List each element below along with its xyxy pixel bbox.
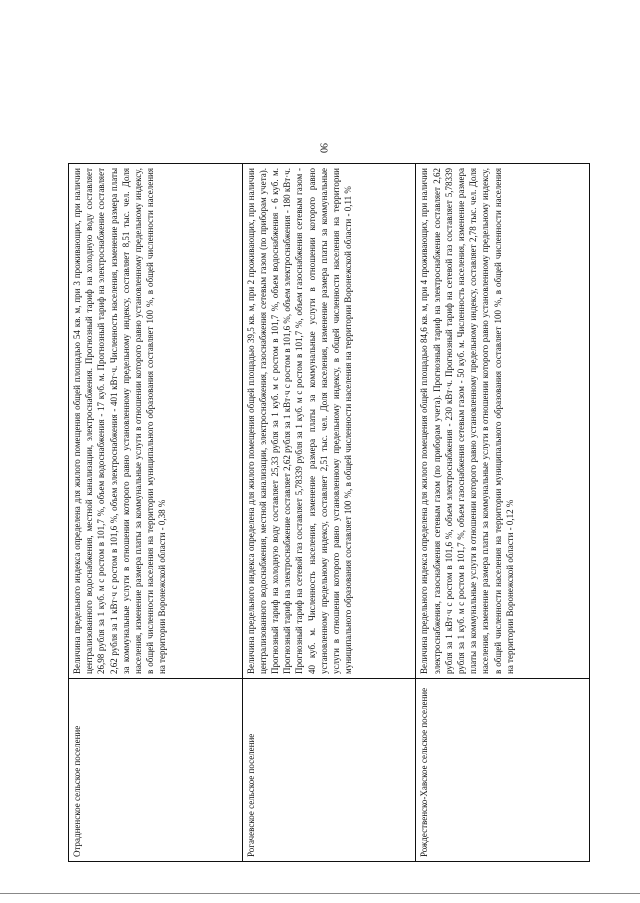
settlement-name-cell: Отрадненское сельское поселение bbox=[69, 678, 242, 861]
tariff-index-table bbox=[68, 163, 590, 862]
index-description-cell: Величина предельного индекса определена для жилого помещения общей площадью 84,6 кв. м, при 4 проживающих, при наличии электроснабжения, газоснабжения сетевым газом (по приборам учета). Прогнозный тариф на электроснабжение составляет 2,62 рубля за 1 кВт·ч с ростом в 101,6 %, объем электроснабжения - 230 кВт·ч. Прогнозный тариф на сетевой газ составляет 5,78339 рубля за 1 куб. м с ростом в 101,7 %, объем газоснабжения сетевым газом - 50 куб. м. Численность населения, изменение размера платы за коммунальные услуги в отношении которого равно установленному предельному индексу, составляет 2,78 тыс. чел. Доля населения, изменение размера платы за коммунальные услуги в отношении которого равно установленному предельному индексу, в общей численности населения на территории муниципального образования составляет 100 %, в общей численности населения на территории Воронежской области - 0,12 % bbox=[419, 168, 515, 674]
settlement-name-cell: Рогачевское сельское поселение bbox=[243, 678, 416, 861]
index-description-cell: Величина предельного индекса определена для жилого помещения общей площадью 39,5 кв. м, при 2 проживающих, при наличии централизованного водоснабжения, местной канализации, электроснабжения, газоснабжения сетевым газом (по приборам учета). Прогнозный тариф на холодную воду составляет 25,33 рубля за 1 куб. м с ростом в 101,7 %, объем водоснабжения - 6 куб. м. Прогнозный тариф на электроснабжение составляет 2,62 рубля за 1 кВт·ч с ростом в 101,6 %, объем электроснабжения - 180 кВт·ч. Прогнозный тариф на сетевой газ составляет 5,78339 рубля за 1 куб. м с ростом в 101,7 %, объем газоснабжения сетевым газом - 40 куб. м. Численность населения, изменение размера платы за коммунальные услуги в отношении которого равно установленному предельному индексу, составляет 2,51 тыс. чел. Доля населения, изменение размера платы за коммунальные услуги в отношении которого равно установленному предельному индексу, в общей численности населения на территории муниципального образования составляет 100 %, в общей численности населения на территории Воронежской области - 0,11 % bbox=[245, 168, 354, 674]
table-row bbox=[242, 164, 416, 861]
table-row bbox=[415, 164, 589, 861]
page-number: 90 bbox=[317, 143, 329, 153]
table-row bbox=[69, 164, 242, 861]
settlement-name-cell: Рождественско-Хавское сельское поселение bbox=[416, 678, 589, 861]
index-description-cell: Величина предельного индекса определена для жилого помещения общей площадью 54 кв. м, при 3 проживающих, при наличии централизованного водоснабжения, местной канализации, электроснабжения. Прогнозный тариф на холодную воду составляет 26,98 рубля за 1 куб. м с ростом в 101,7 %, объем водоснабжения - 17 куб. м. Прогнозный тариф на электроснабжение составляет 2,62 рубля за 1 кВт·ч с ростом в 101,6 %, объем электроснабжения - 401 кВт·ч. Численность населения, изменение размера платы за коммунальные услуги в отношении которого равно установленному предельному индексу, составляет 8,51 тыс. чел. Доля населения, изменение размера платы за коммунальные услуги в отношении которого равно установленному предельному индексу, в общей численности населения на территории муниципального образования составляет 100 %, в общей численности населения на территории Воронежской области - 0,38 % bbox=[72, 168, 168, 674]
scan-edge-line bbox=[0, 893, 640, 894]
